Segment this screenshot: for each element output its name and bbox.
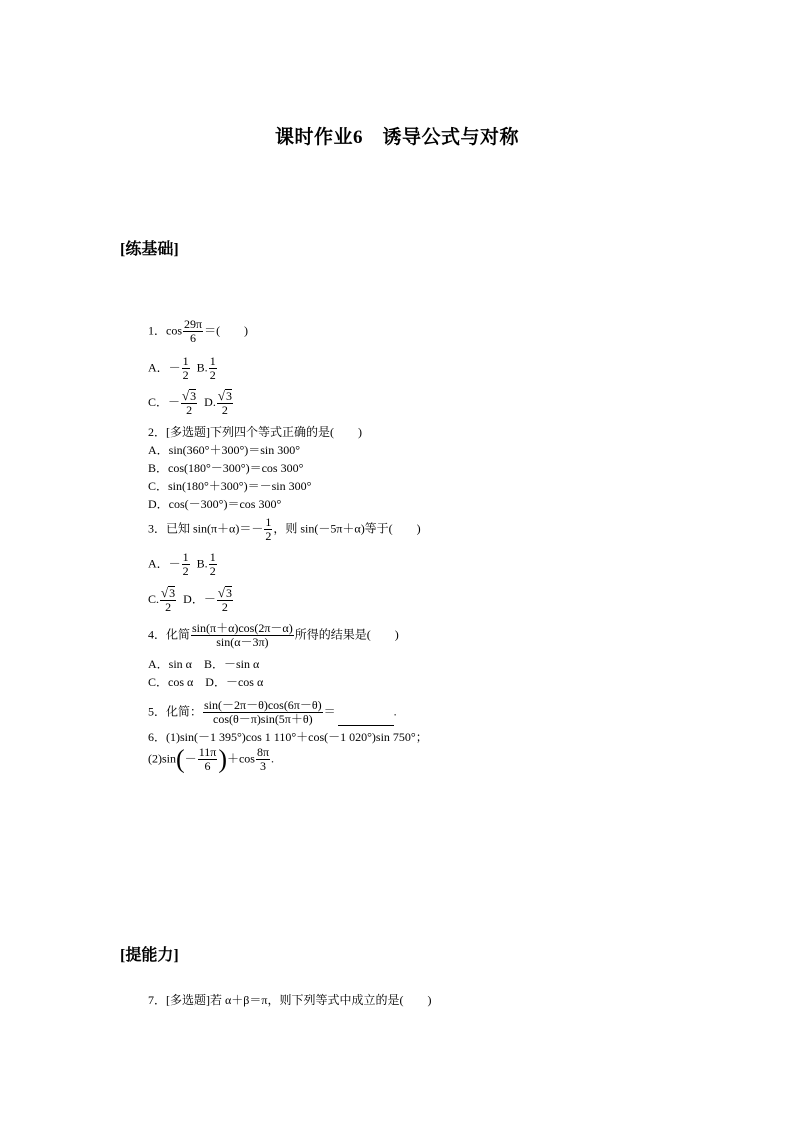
q1-fraction [183,318,203,345]
q3-option-a-frac [182,551,190,578]
q3-prefix: 3．已知 sin(π＋α)＝－ [148,521,264,536]
q6-p2-frac-2 [256,746,270,773]
q5-fraction [203,699,323,726]
sqrt-icon: √ [217,388,225,403]
q1-a-num: 1 [182,354,189,368]
q1-b-den: 2 [209,368,216,382]
q6-p2-frac-1 [198,746,218,773]
q4-suffix: 所得的结果是( ) [294,627,399,642]
q4-options-ab: A．sin α B．－sin α [148,657,260,671]
q1-d-den: 2 [221,403,228,417]
question-1 [148,318,248,345]
q2-option-b: B．cos(180°－300°)＝cos 300° [148,461,304,475]
q1-b-num: 1 [209,354,216,368]
question-4 [148,622,399,649]
q6-p2-prefix: (2)sin [148,751,176,766]
q3-fraction [264,516,272,543]
q3-d-rad: 3 [225,586,232,600]
q3-c-den: 2 [165,600,172,614]
q6-p2-mid: ＋cos [226,751,255,766]
q6-p2-minus: － [184,751,197,766]
q6-p2-den2: 3 [260,759,267,773]
section-advanced: [提能力] [120,947,179,964]
q3-option-a-label: A．－ [148,556,181,571]
q5-prefix: 5．化简： [148,704,203,719]
q1-d-rad: 3 [225,389,232,403]
q1-options-cd [148,389,234,417]
q4-options-cd: C．cos α D．－cos α [148,675,264,689]
sqrt-icon: √ [217,585,225,600]
q3-d-den: 2 [221,600,228,614]
question-7: 7．[多选题]若 α＋β＝π，则下列等式中成立的是( ) [148,993,432,1007]
q3-num: 1 [265,515,272,529]
q5-end: . [393,704,397,719]
q6-p2-end: . [271,751,275,766]
q3-suffix: ，则 sin(－5π＋α)等于( ) [273,521,421,536]
q6-p2-num: 11π [198,745,217,759]
q3-a-den: 2 [182,564,189,578]
q1-frac-num: 29π [184,317,203,331]
q5-answer-blank[interactable] [338,725,394,726]
q5-num: sin(－2π－θ)cos(6π－θ) [204,698,322,712]
q3-den: 2 [265,529,272,543]
sqrt-icon: √ [182,388,190,403]
section-basic: [练基础] [120,241,179,258]
question-6-part-1: 6．(1)sin(－1 395°)cos 1 110°＋cos(－1 020°)sin 750°； [148,730,428,744]
q3-option-b-frac [209,551,217,578]
q1-option-d-frac [217,389,233,417]
q6-p2-num2: 8π [256,745,270,759]
q3-b-num: 1 [209,550,216,564]
q1-option-b-frac [209,355,217,382]
q4-prefix: 4．化简 [148,627,191,642]
q3-options-ab [148,551,218,578]
question-2: 2．[多选题]下列四个等式正确的是( ) [148,425,362,439]
q3-option-d-label: D．－ [183,591,216,606]
q4-num: sin(π＋α)cos(2π－α) [192,621,293,635]
q1-suffix: ＝( ) [204,323,249,338]
q5-equals: ＝ [323,704,336,719]
q4-den: sin(α－3π) [216,635,269,649]
q1-option-d-label: D. [204,394,216,409]
q5-den: cos(θ－π)sin(5π＋θ) [213,712,313,726]
q1-c-rad: 3 [190,389,197,403]
q3-option-b-label: B. [196,556,208,571]
sqrt-icon: √ [161,585,169,600]
question-5 [148,699,397,726]
q2-option-d: D．cos(－300°)＝cos 300° [148,497,282,511]
q3-options-cd [148,586,234,614]
q1-options-ab [148,355,218,382]
q2-option-a: A．sin(360°＋300°)＝sin 300° [148,443,301,457]
q1-option-b-label: B. [196,360,208,375]
q1-prefix: 1．cos [148,323,182,338]
q1-option-a-frac [182,355,190,382]
q3-a-num: 1 [182,550,189,564]
q1-frac-den: 6 [190,331,197,345]
q6-p2-den: 6 [204,759,211,773]
q3-b-den: 2 [209,564,216,578]
question-6-part-2: (2)sin(－ $\frac{11\pi}{6}$ )＋cos $\frac{8\pi}{3}$ . [148,744,275,774]
q4-fraction [191,622,294,649]
q1-a-den: 2 [182,368,189,382]
q2-option-c: C．sin(180°＋300°)＝－sin 300° [148,479,312,493]
q1-option-c-frac [181,389,197,417]
q3-option-c-label: C. [148,591,160,606]
page-title: 课时作业6 诱导公式与对称 [274,127,519,148]
question-3 [148,516,421,543]
q3-option-c-frac [160,586,176,614]
q1-option-a-label: A．－ [148,360,181,375]
q3-c-rad: 3 [169,586,176,600]
q1-option-c-label: C．－ [148,394,181,409]
q1-c-den: 2 [186,403,193,417]
q3-option-d-frac [217,586,233,614]
